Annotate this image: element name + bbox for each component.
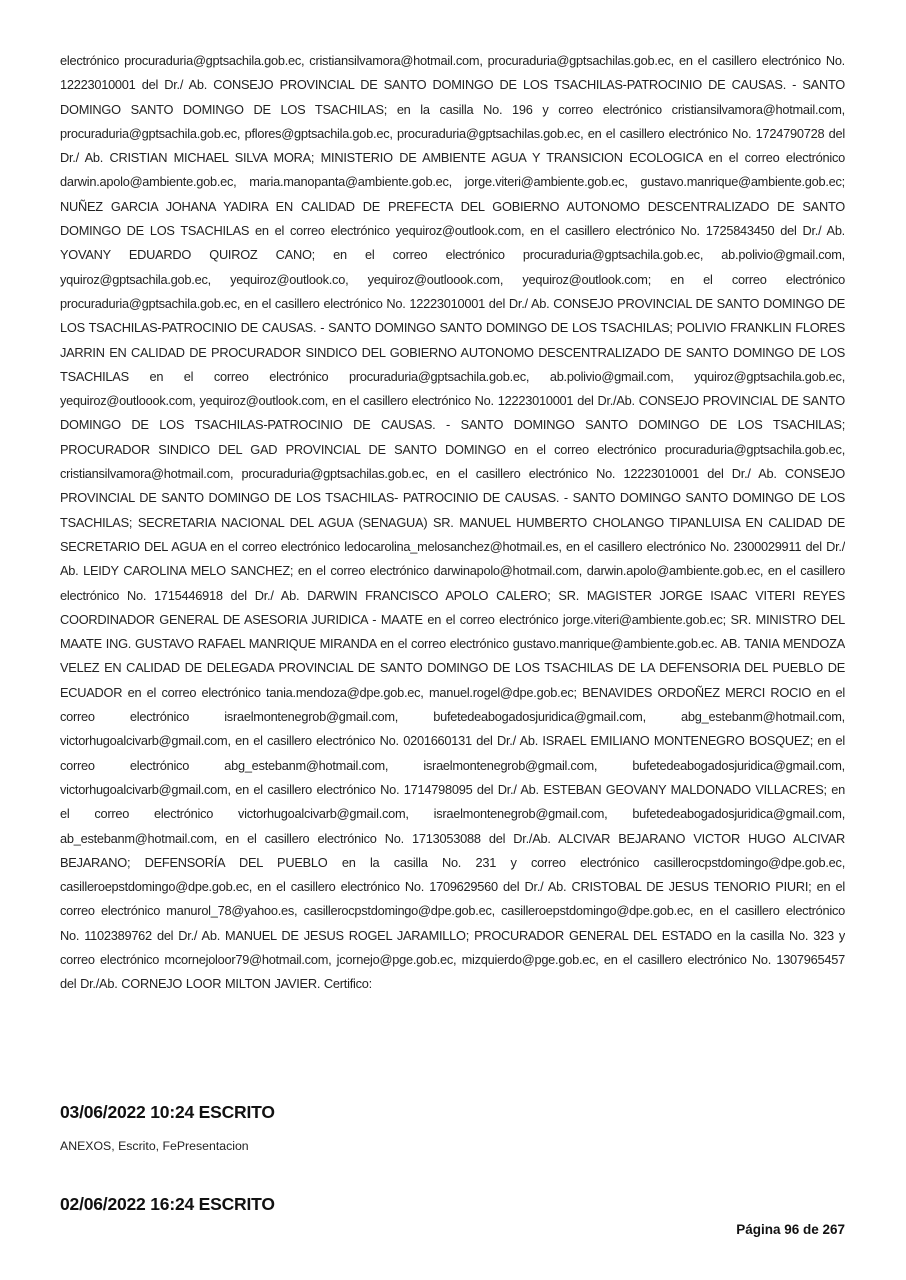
page-indicator: Página 96 de 267 — [736, 1222, 845, 1237]
entry-timestamp-heading-1: 03/06/2022 10:24 ESCRITO — [60, 1102, 275, 1122]
notification-body-text: electrónico procuraduria@gptsachila.gob.ec, cristiansilvamora@hotmail.com, procuraduria@gptsachilas.gob.ec, en el casillero electrónico No. 12223010001 del Dr./ Ab. CONSEJO PROVINCIAL DE SANTO DOMINGO DE LOS TSACHILAS-PATROCINIO DE CAUSAS. - SANTO DOMINGO SANTO DOMINGO DE LOS TSACHILAS; en la casilla No. 196 y correo electrónico cristiansilvamora@hotmail.com, procuraduria@gptsachila.gob.ec, pflores@gptsachila.gob.ec, procuraduria@gptsachilas.gob.ec, en el casillero electrónico No. 1724790728 del Dr./ Ab. CRISTIAN MICHAEL SILVA MORA; MINISTERIO DE AMBIENTE AGUA Y TRANSICION ECOLOGICA en el correo electrónico darwin.apolo@ambiente.gob.ec, maria.manopanta@ambiente.gob.ec, jorge.viteri@ambiente.gob.ec, gustavo.manrique@ambiente.gob.ec; NUÑEZ GARCIA JOHANA YADIRA EN CALIDAD DE PREFECTA DEL GOBIERNO AUTONOMO DESCENTRALIZADO DE SANTO DOMINGO DE LOS TSACHILAS en el correo electrónico yequiroz@outlook.com, en el casillero electrónico No. 1725843450 del Dr./ Ab. YOVANY EDUARDO QUIROZ CANO; en el correo electrónico procuraduria@gptsachila.gob.ec, ab.polivio@gmail.com, yquiroz@gptsachila.gob.ec, yequiroz@outlook.co, yequiroz@outloook.com, yequiroz@outlook.com; en el correo electrónico procuraduria@gptsachila.gob.ec, en el casillero electrónico No. 12223010001 del Dr./ Ab. CONSEJO PROVINCIAL DE SANTO DOMINGO DE LOS TSACHILAS-PATROCINIO DE CAUSAS. - SANTO DOMINGO SANTO DOMINGO DE LOS TSACHILAS; POLIVIO FRANKLIN FLORES JARRIN EN CALIDAD DE PROCURADOR SINDICO DEL GOBIERNO AUTONOMO DESCENTRALIZADO DE SANTO DOMINGO DE LOS TSACHILAS en el correo electrónico procuraduria@gptsachila.gob.ec, ab.polivio@gmail.com, yquiroz@gptsachila.gob.ec, yequiroz@outloook.com, yequiroz@outlook.com, en el casillero electrónico No. 12223010001 del Dr./Ab. CONSEJO PROVINCIAL DE SANTO DOMINGO DE LOS TSACHILAS-PATROCINIO DE CAUSAS. - SANTO DOMINGO SANTO DOMINGO DE LOS TSACHILAS; PROCURADOR SINDICO DEL GAD PROVINCIAL DE SANTO DOMINGO en el correo electrónico procuraduria@gptsachila.gob.ec, cristiansilvamora@hotmail.com, procuraduria@gptsachilas.gob.ec, en el casillero electrónico No. 12223010001 del Dr./ Ab. CONSEJO PROVINCIAL DE SANTO DOMINGO DE LOS TSACHILAS- PATROCINIO DE CAUSAS. - SANTO DOMINGO SANTO DOMINGO DE LOS TSACHILAS; SECRETARIA NACIONAL DEL AGUA (SENAGUA) SR. MANUEL HUMBERTO CHOLANGO TIPANLUISA EN CALIDAD DE SECRETARIO DEL AGUA en el correo electrónico ledocarolina_melosanchez@hotmail.es, en el casillero electrónico No. 2300029911 del Dr./ Ab. LEIDY CAROLINA MELO SANCHEZ; en el correo electrónico darwinapolo@hotmail.com, darwin.apolo@ambiente.gob.ec, en el casillero electrónico No. 1715446918 del Dr./ Ab. DARWIN FRANCISCO APOLO CALERO; SR. MAGISTER JORGE ISAAC VITERI REYES COORDINADOR GENERAL DE ASESORIA JURIDICA - MAATE en el correo electrónico jorge.viteri@ambiente.gob.ec; SR. MINISTRO DEL MAATE ING. GUSTAVO RAFAEL MANRIQUE MIRANDA en el correo electrónico gustavo.manrique@ambiente.gob.ec. AB. TANIA MENDOZA VELEZ EN CALIDAD DE DELEGADA PROVINCIAL DE SANTO DOMINGO DE LOS TSACHILAS DE LA DEFENSORIA DEL PUEBLO DE ECUADOR en el correo electrónico tania.mendoza@dpe.gob.ec, manuel.rogel@dpe.gob.ec; BENAVIDES ORDOÑEZ MERCI ROCIO en el correo electrónico israelmontenegrob@gmail.com, bufetedeabogadosjuridica@gmail.com, abg_estebanm@hotmail.com, victorhugoalcivarb@gmail.com, en el casillero electrónico No. 0201660131 del Dr./ Ab. ISRAEL EMILIANO MONTENEGRO BOSQUEZ; en el correo electrónico abg_estebanm@hotmail.com, israelmontenegrob@gmail.com, bufetedeabogadosjuridica@gmail.com, victorhugoalcivarb@gmail.com, en el casillero electrónico No. 1714798095 del Dr./ Ab. ESTEBAN GEOVANY MALDONADO VILLACRES; en el correo electrónico victorhugoalcivarb@gmail.com, israelmontenegrob@gmail.com, bufetedeabogadosjuridica@gmail.com, ab_estebanm@hotmail.com, en el casillero electrónico No. 1713053088 del Dr./Ab. ALCIVAR BEJARANO VICTOR HUGO ALCIVAR BEJARANO; DEFENSORÍA DEL PUEBLO en la casilla No. 231 y correo electrónico casillerocpstdomingo@dpe.gob.ec, casilleroepstdomingo@dpe.gob.ec, en el casillero electrónico No. 1709629560 del Dr./ Ab. CRISTOBAL DE JESUS TENORIO PIURI; en el correo electrónico manurol_78@yahoo.es, casillerocpstdomingo@dpe.gob.ec, casilleroepstdomingo@dpe.gob.ec, en el casillero electrónico No. 1102389762 del Dr./ Ab. MANUEL DE JESUS ROGEL JARAMILLO; PROCURADOR GENERAL DEL ESTADO en la casilla No. 323 y correo electrónico mcornejoloor79@hotmail.com, jcornejo@pge.gob.ec, mizquierdo@pge.gob.ec, en el casillero electrónico No. 1307965457 del Dr./Ab. CORNEJO LOOR MILTON JAVIER. Certifico: — [60, 53, 845, 992]
entry-timestamp-heading-2: 02/06/2022 16:24 ESCRITO — [60, 1194, 275, 1214]
entry-details-1: ANEXOS, Escrito, FePresentacion — [60, 1139, 249, 1153]
page-footer — [60, 1221, 845, 1239]
body-text-container — [60, 49, 845, 1069]
docket-entry-1 — [60, 1102, 845, 1154]
docket-entry-2 — [60, 1194, 845, 1215]
